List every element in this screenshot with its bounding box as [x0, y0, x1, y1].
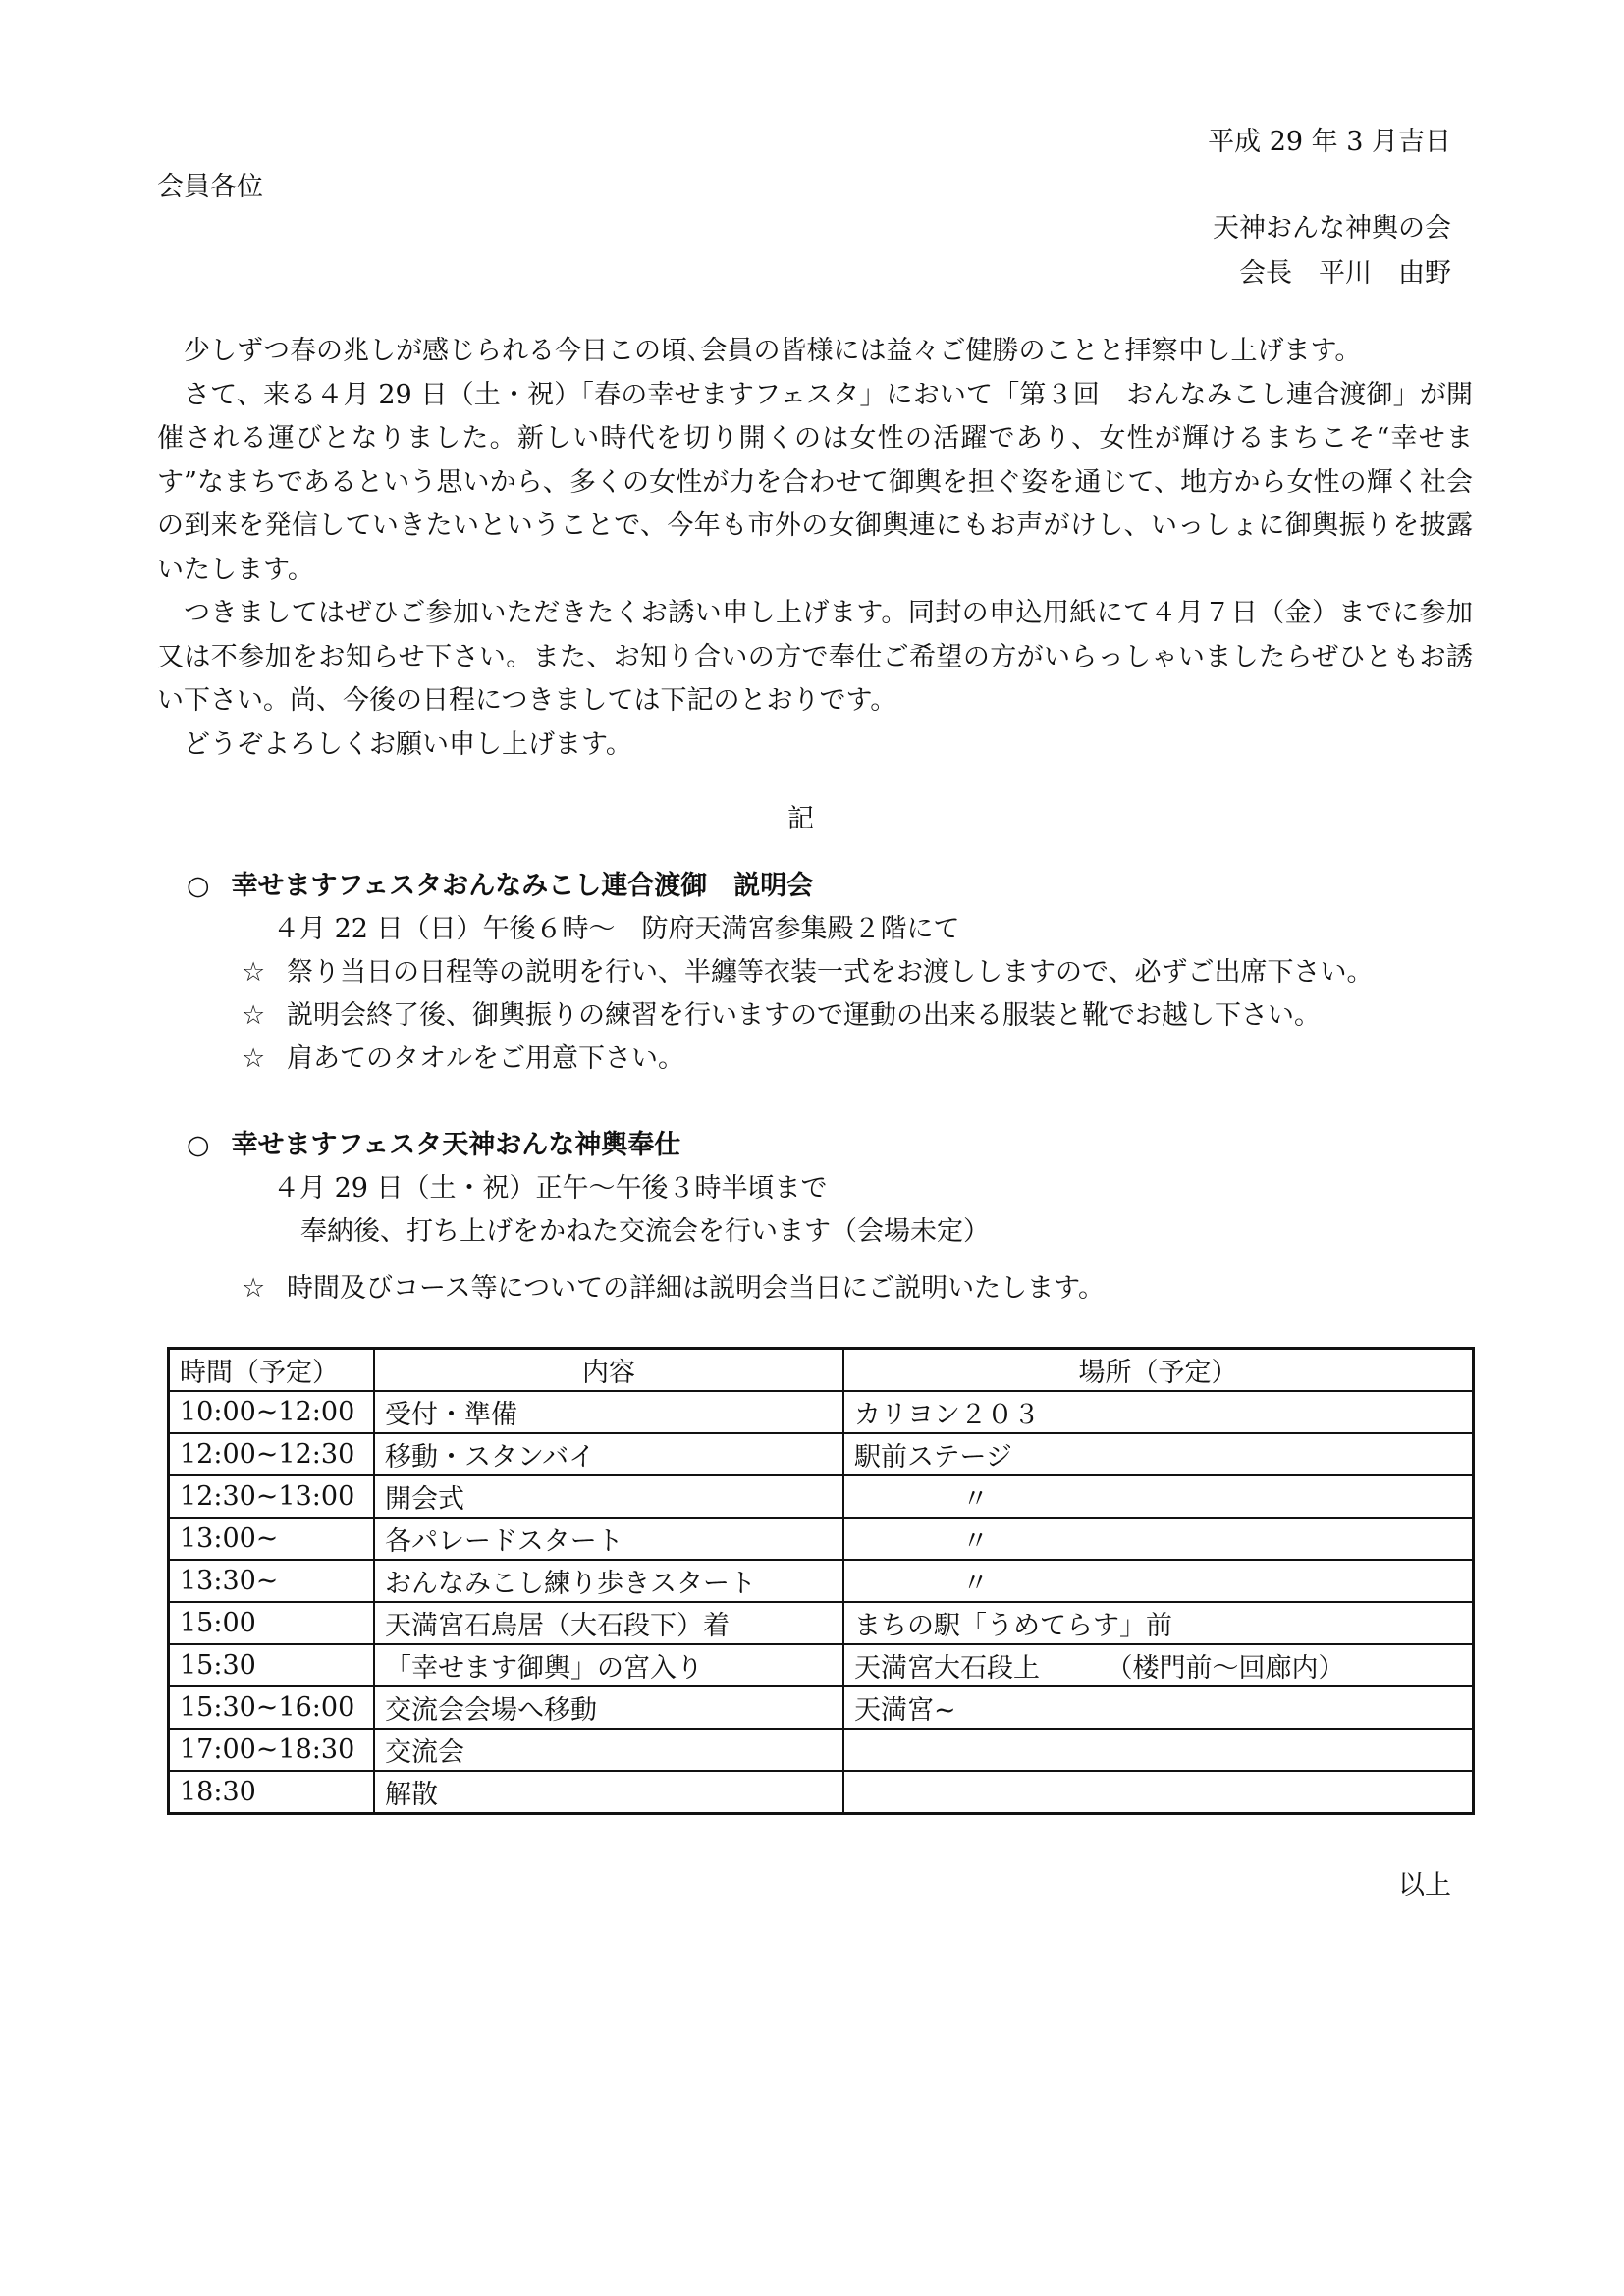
note-text: 肩あてのタオルをご用意下さい。 — [287, 1043, 684, 1074]
section2-title-text: 幸せますフェスタ天神おんな神輿奉仕 — [231, 1130, 681, 1160]
circle-mark: ○ — [187, 1130, 210, 1160]
cell-content: 移動・スタンバイ — [374, 1433, 843, 1475]
table-row — [169, 1433, 1474, 1475]
cell-time: 15:30~16:00 — [169, 1686, 375, 1729]
table-row — [169, 1602, 1474, 1644]
chair-name: 会長 平川 由野 — [1239, 258, 1451, 289]
table-row — [169, 1644, 1474, 1686]
section2-detail-2: 奉納後、打ち上げをかねた交流会を行います（会場未定） — [300, 1216, 990, 1247]
addressee: 会員各位 — [157, 172, 263, 202]
organization-name: 天神おんな神輿の会 — [1213, 213, 1451, 243]
table-row — [169, 1391, 1474, 1433]
table-row — [169, 1560, 1474, 1602]
cell-time: 12:30~13:00 — [169, 1475, 375, 1518]
section1-note-2 — [242, 993, 1321, 1032]
body-paragraph: どうぞよろしくお願い申し上げます。 — [184, 728, 632, 760]
section1-title — [187, 864, 813, 902]
table-header-row — [169, 1349, 1474, 1392]
body-paragraph: つきましてはぜひご参加いただきたくお誘い申し上げます。同封の申込用紙にて４月７日（金）までに参加又は不参加をお知らせ下さい。また、お知り合いの方で奉仕ご希望の方がいらっしゃいましたらぜひともお誘い下さい。尚、今後の日程につきましては下記のとおりです。 — [157, 598, 1473, 716]
note-text: 説明会終了後、御輿振りの練習を行いますので運動の出来る服装と靴でお越し下さい。 — [287, 1000, 1321, 1031]
header-time: 時間（予定） — [169, 1349, 375, 1392]
cell-place: 〃 — [843, 1518, 1474, 1560]
cell-content: 交流会 — [374, 1729, 843, 1771]
document-date: 平成 29 年 3 月吉日 — [1208, 127, 1451, 157]
cell-time: 15:30 — [169, 1644, 375, 1686]
cell-time: 13:00~ — [169, 1518, 375, 1560]
body-paragraph: さて、来る４月 29 日（土・祝）「春の幸せますフェスタ」において「第３回 おんなみこし連合渡御」が開催される運びとなりました。新しい時代を切り開くのは女性の活躍であり、女性が輝けるまちこそ“幸せます”なまちであるという思いから、多くの女性が力を合わせて御輿を担ぐ姿を通じて、地方から女性の輝く社会の到来を発信していきたいということで、今年も市外の女御輿連にもお声がけし、いっしょに御輿振りを披露いたします。 — [157, 379, 1473, 585]
star-mark: ☆ — [242, 1273, 266, 1304]
cell-place: 〃 — [843, 1560, 1474, 1602]
section1-note-1 — [242, 950, 1373, 988]
letter-body — [157, 330, 1473, 767]
section1-title-text: 幸せますフェスタおんなみこし連合渡御 説明会 — [231, 871, 814, 901]
cell-time: 17:00~18:30 — [169, 1729, 375, 1771]
closing-ijo: 以上 — [1398, 1870, 1451, 1900]
cell-content: おんなみこし練り歩きスタート — [374, 1560, 843, 1602]
table-row — [169, 1518, 1474, 1560]
cell-time: 12:00~12:30 — [169, 1433, 375, 1475]
cell-content: 解散 — [374, 1771, 843, 1814]
cell-content: 各パレードスタート — [374, 1518, 843, 1560]
cell-place: 駅前ステージ — [843, 1433, 1474, 1475]
note-text: 時間及びコース等についての詳細は説明会当日にご説明いたします。 — [287, 1273, 1105, 1304]
star-mark: ☆ — [242, 1043, 266, 1074]
section2-detail-1: ４月 29 日（土・祝）正午～午後３時半頃まで — [273, 1173, 828, 1203]
section2-title — [187, 1123, 680, 1161]
cell-place — [843, 1771, 1474, 1814]
cell-place — [843, 1729, 1474, 1771]
table-row — [169, 1729, 1474, 1771]
cell-place: まちの駅「うめてらす」前 — [843, 1602, 1474, 1644]
star-mark: ☆ — [242, 957, 266, 988]
cell-time: 18:30 — [169, 1771, 375, 1814]
cell-content: 開会式 — [374, 1475, 843, 1518]
header-place: 場所（予定） — [843, 1349, 1474, 1392]
cell-content: 受付・準備 — [374, 1391, 843, 1433]
ki-heading: 記 — [787, 804, 814, 834]
schedule-table — [167, 1347, 1475, 1815]
cell-time: 13:30~ — [169, 1560, 375, 1602]
circle-mark: ○ — [187, 871, 210, 901]
section2-note — [242, 1266, 1105, 1305]
table-row — [169, 1475, 1474, 1518]
table-row — [169, 1771, 1474, 1814]
cell-content: 天満宮石鳥居（大石段下）着 — [374, 1602, 843, 1644]
star-mark: ☆ — [242, 1000, 266, 1031]
cell-place: 〃 — [843, 1475, 1474, 1518]
note-text: 祭り当日の日程等の説明を行い、半纏等衣装一式をお渡ししますので、必ずご出席下さい。 — [287, 957, 1374, 988]
body-paragraph: 少しずつ春の兆しが感じられる今日この頃､会員の皆様には益々ご健勝のことと拝察申し上げます。 — [184, 336, 1362, 366]
header-content: 内容 — [374, 1349, 843, 1392]
section1-detail: ４月 22 日（日）午後６時～ 防府天満宮参集殿２階にて — [273, 914, 960, 944]
cell-place: 天満宮大石段上 （楼門前～回廊内） — [843, 1644, 1474, 1686]
cell-place: 天満宮~ — [843, 1686, 1474, 1729]
cell-place: カリヨン２０３ — [843, 1391, 1474, 1433]
table-row — [169, 1686, 1474, 1729]
cell-time: 15:00 — [169, 1602, 375, 1644]
cell-content: 交流会会場へ移動 — [374, 1686, 843, 1729]
section1-note-3 — [242, 1037, 684, 1075]
cell-content: 「幸せます御輿」の宮入り — [374, 1644, 843, 1686]
cell-time: 10:00~12:00 — [169, 1391, 375, 1433]
